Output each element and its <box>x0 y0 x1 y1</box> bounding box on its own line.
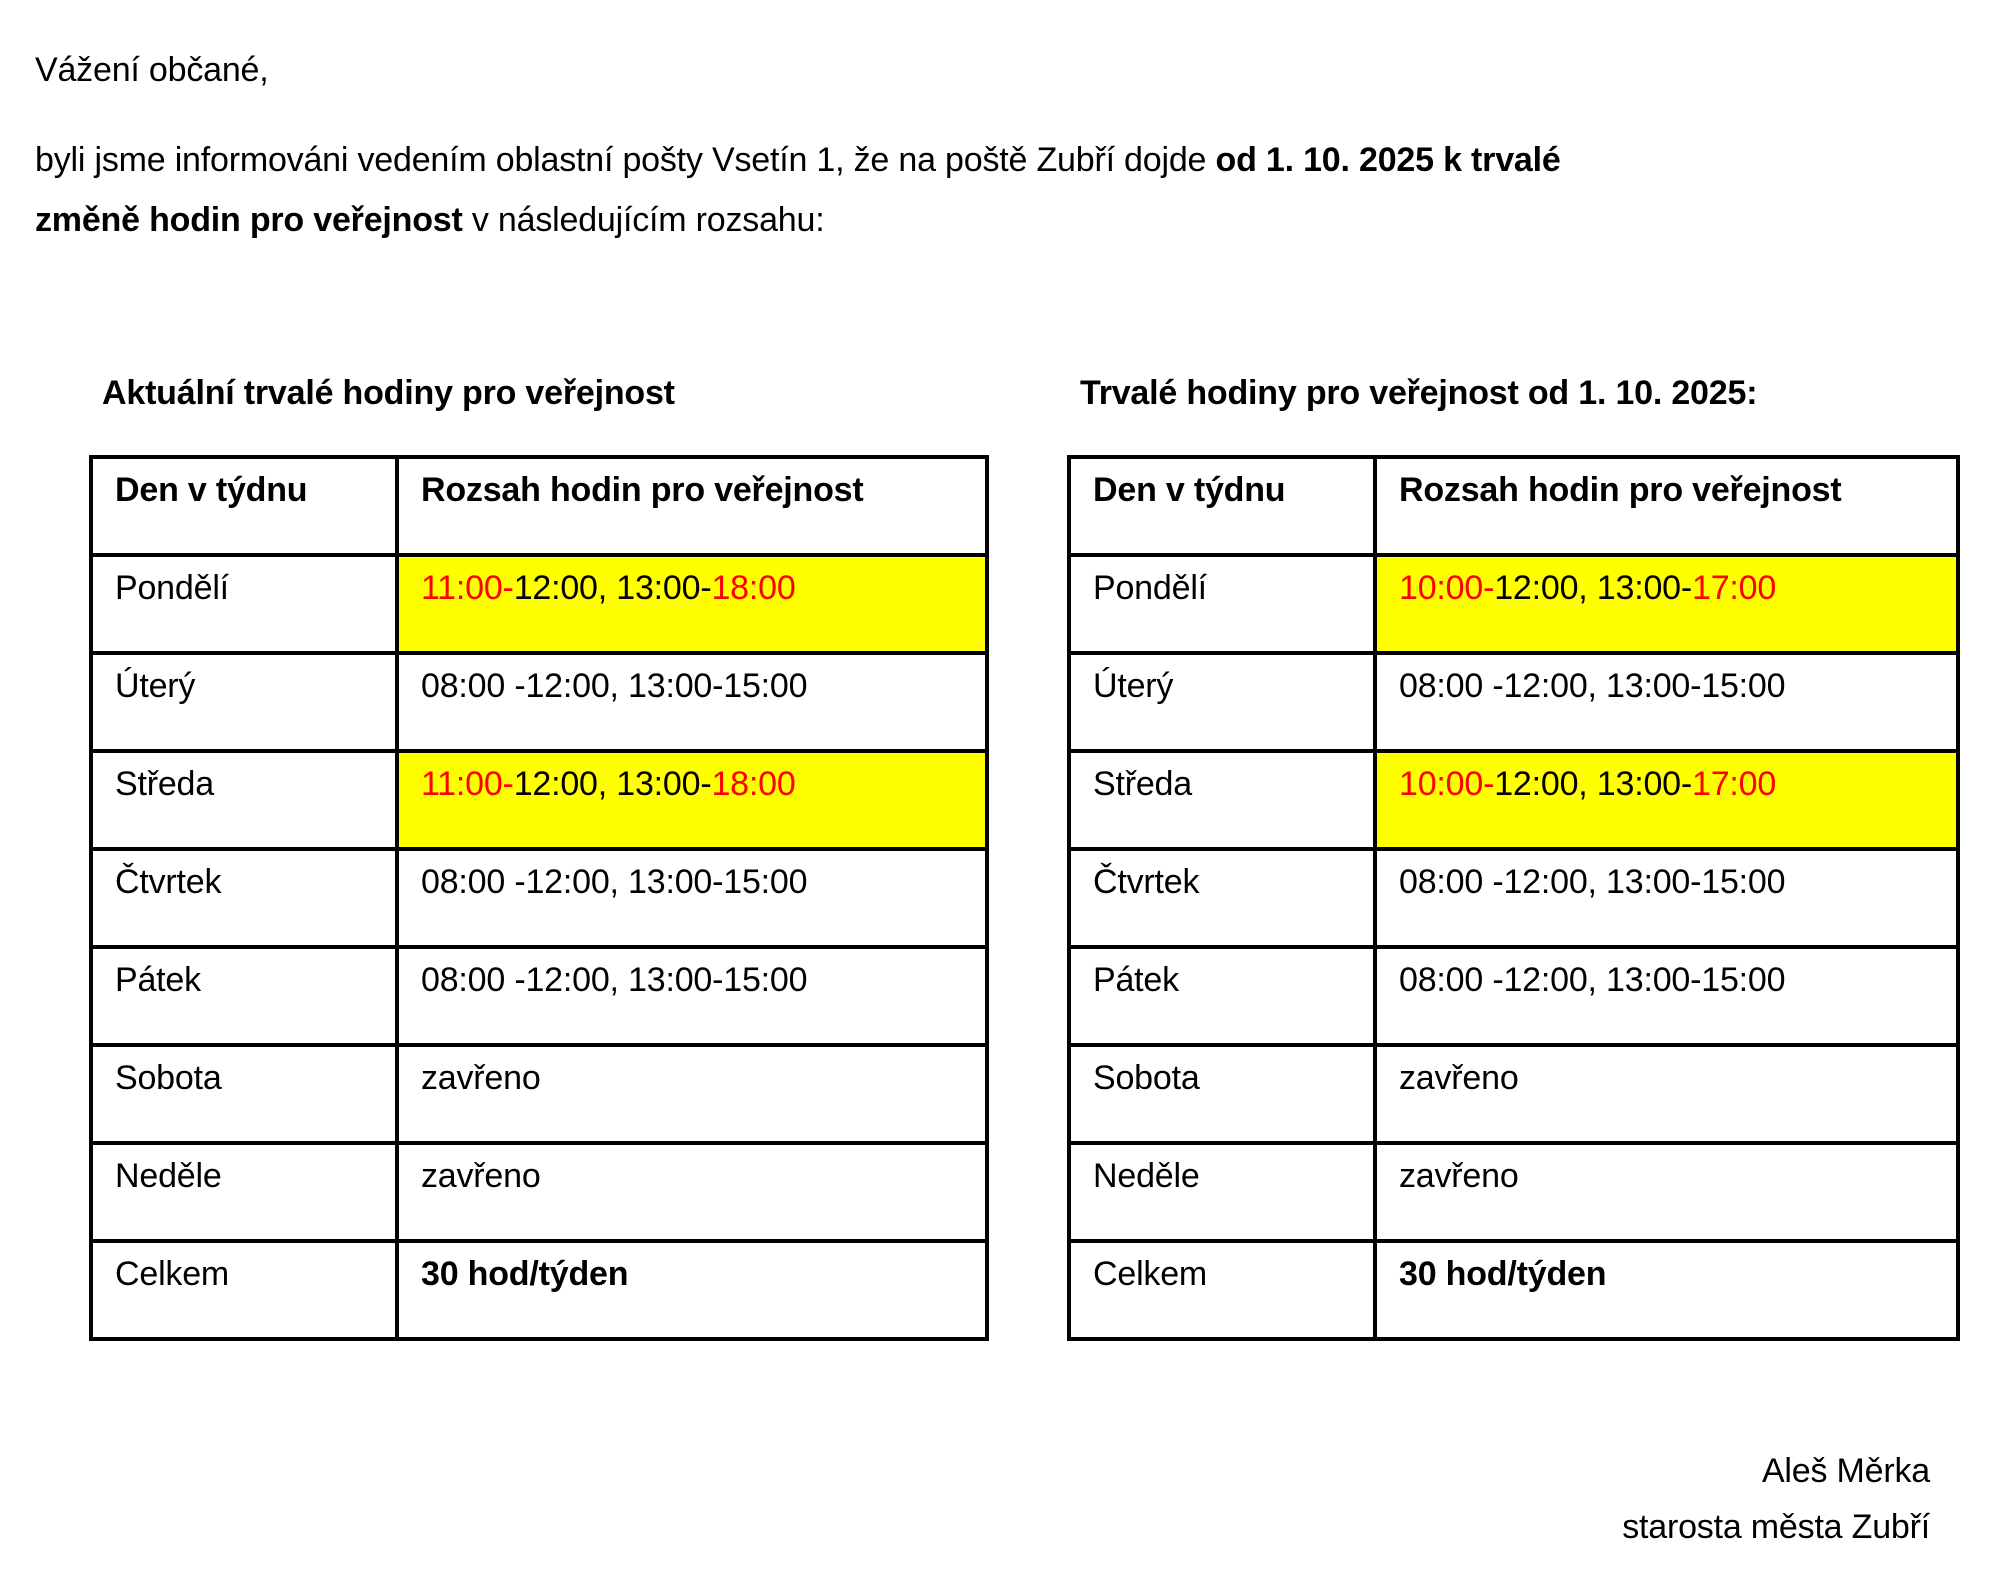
intro-body-normal-2: v následujícím rozsahu: <box>462 201 825 239</box>
table-row-saturday <box>91 1045 987 1143</box>
intro-salutation: Vážení občané, <box>35 51 269 89</box>
hours-cell <box>397 1143 987 1241</box>
table-row-tuesday <box>91 653 987 751</box>
table-row-saturday <box>1069 1045 1958 1143</box>
hours-cell <box>1375 751 1958 849</box>
table-row-friday <box>91 947 987 1045</box>
intro-body-normal-1: byli jsme informováni vedením oblastní pošty Vsetín 1, že na poště Zubří dojde <box>35 141 1216 179</box>
table-row-wednesday <box>91 751 987 849</box>
hours-cell <box>397 947 987 1045</box>
day-cell: Sobota <box>1069 1045 1375 1143</box>
time-segment: zavřeno <box>1399 1157 1519 1195</box>
table-row-friday <box>1069 947 1958 1045</box>
header-hours-cell: Rozsah hodin pro veřejnost <box>397 457 987 555</box>
header-day-cell: Den v týdnu <box>91 457 397 555</box>
new-hours-section <box>1067 371 1960 1341</box>
time-segment: zavřeno <box>421 1157 541 1195</box>
day-cell: Neděle <box>1069 1143 1375 1241</box>
table-row-sunday <box>1069 1143 1958 1241</box>
time-segment: 11:00- <box>421 569 514 607</box>
day-cell: Pondělí <box>1069 555 1375 653</box>
time-segment: zavřeno <box>421 1059 541 1097</box>
time-segment: 08:00 -12:00, 13:00-15:00 <box>421 863 808 901</box>
current-hours-title: Aktuální trvalé hodiny pro veřejnost <box>102 374 675 412</box>
time-segment: 08:00 -12:00, 13:00-15:00 <box>421 667 808 705</box>
intro-body-bold-2: změně hodin pro veřejnost <box>35 201 463 239</box>
time-segment: 12:00, 13:00- <box>1494 765 1692 803</box>
day-cell: Pátek <box>91 947 397 1045</box>
day-cell: Středa <box>1069 751 1375 849</box>
day-cell: Čtvrtek <box>91 849 397 947</box>
table-row-thursday <box>91 849 987 947</box>
time-segment: 10:00- <box>1399 765 1495 803</box>
time-segment: 17:00 <box>1692 569 1777 607</box>
hours-cell <box>397 1045 987 1143</box>
hours-cell <box>397 653 987 751</box>
table-header-row <box>1069 457 1958 555</box>
table-row-total <box>1069 1241 1958 1339</box>
day-cell: Středa <box>91 751 397 849</box>
table-row-total <box>91 1241 987 1339</box>
total-hours-value: 30 hod/týden <box>1399 1255 1607 1293</box>
new-hours-title: Trvalé hodiny pro veřejnost od 1. 10. 2025: <box>1080 374 1758 412</box>
time-segment: zavřeno <box>1399 1059 1519 1097</box>
hours-cell <box>397 751 987 849</box>
hours-cell <box>397 1241 987 1339</box>
hours-cell <box>1375 1143 1958 1241</box>
current-hours-table <box>89 455 989 1341</box>
time-segment: 17:00 <box>1692 765 1777 803</box>
table-row-wednesday <box>1069 751 1958 849</box>
table-row-thursday <box>1069 849 1958 947</box>
table-row-monday <box>1069 555 1958 653</box>
hours-cell <box>397 555 987 653</box>
day-cell: Celkem <box>1069 1241 1375 1339</box>
hours-cell <box>397 849 987 947</box>
table-row-sunday <box>91 1143 987 1241</box>
total-hours-value: 30 hod/týden <box>421 1255 629 1293</box>
hours-cell <box>1375 1241 1958 1339</box>
time-segment: 18:00 <box>711 765 796 803</box>
hours-cell <box>1375 555 1958 653</box>
hours-cell <box>1375 653 1958 751</box>
day-cell: Pátek <box>1069 947 1375 1045</box>
new-hours-table <box>1067 455 1960 1341</box>
day-cell: Úterý <box>91 653 397 751</box>
signature-block <box>1622 1443 1930 1555</box>
day-cell: Čtvrtek <box>1069 849 1375 947</box>
time-segment: 08:00 -12:00, 13:00-15:00 <box>1399 863 1786 901</box>
hours-cell <box>1375 1045 1958 1143</box>
header-hours-cell: Rozsah hodin pro veřejnost <box>1375 457 1958 555</box>
day-cell: Celkem <box>91 1241 397 1339</box>
header-day-cell: Den v týdnu <box>1069 457 1375 555</box>
intro-body <box>35 130 1957 250</box>
table-row-monday <box>91 555 987 653</box>
table-row-tuesday <box>1069 653 1958 751</box>
hours-cell <box>1375 849 1958 947</box>
time-segment: 12:00, 13:00- <box>513 569 712 607</box>
time-segment: 08:00 -12:00, 13:00-15:00 <box>421 961 808 999</box>
time-segment: 08:00 -12:00, 13:00-15:00 <box>1399 667 1786 705</box>
signature-role: starosta města Zubří <box>1622 1508 1930 1546</box>
time-segment: 12:00, 13:00- <box>513 765 712 803</box>
intro-body-bold-1: od 1. 10. 2025 k trvalé <box>1215 141 1561 179</box>
time-segment: 18:00 <box>711 569 796 607</box>
time-segment: 12:00, 13:00- <box>1494 569 1692 607</box>
time-segment: 10:00- <box>1399 569 1495 607</box>
time-segment: 11:00- <box>421 765 514 803</box>
day-cell: Pondělí <box>91 555 397 653</box>
current-hours-section <box>89 371 989 1341</box>
hours-cell <box>1375 947 1958 1045</box>
time-segment: 08:00 -12:00, 13:00-15:00 <box>1399 961 1786 999</box>
signature-name: Aleš Měrka <box>1761 1452 1930 1490</box>
day-cell: Neděle <box>91 1143 397 1241</box>
day-cell: Sobota <box>91 1045 397 1143</box>
day-cell: Úterý <box>1069 653 1375 751</box>
table-header-row <box>91 457 987 555</box>
